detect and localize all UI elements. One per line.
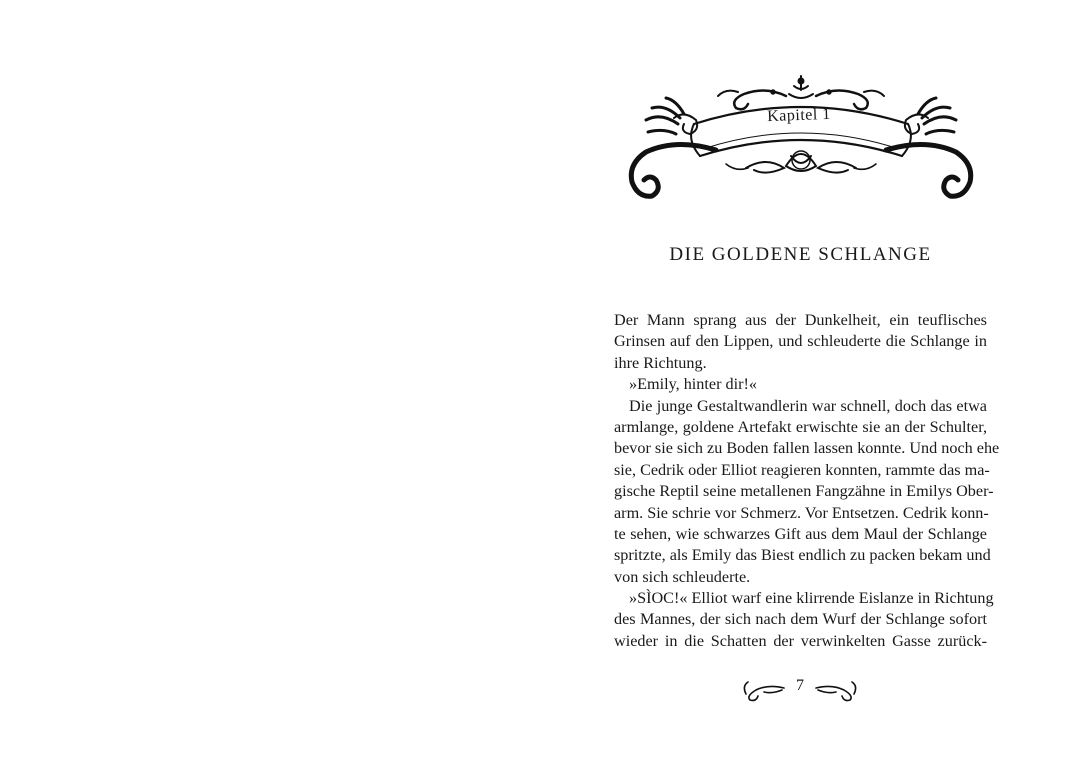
body-line: Der Mann sprang aus der Dunkelheit, ein teuflisches [614,311,987,329]
body-line: gische Reptil seine metallenen Fangzähne in Emilys Ober- [614,482,994,501]
body-line: sie, Cedrik oder Elliot reagieren konnten, rammte das ma- [614,460,990,479]
body-line: bevor sie sich zu Boden fallen lassen konnte. Und noch ehe [614,439,1000,458]
body-line: wieder in die Schatten der verwinkelten Gasse zurück- [614,631,987,650]
body-line: »SÌOC!« Elliot warf eine klirrende Eislanze in Richtung [629,589,994,608]
chapter-banner-ornament [626,72,976,207]
body-line: armlange, goldene Artefakt erwischte sie an der Schulter, [614,417,987,436]
body-text [614,310,1000,652]
body-line: des Mannes, der sich nach dem Wurf der Schlange sofort [614,610,987,629]
page-number-footer [738,674,862,704]
body-line: »Emily, hinter dir!« [629,375,757,394]
body-line: ihre Richtung. [614,353,707,372]
chapter-label: Kapitel 1 [766,105,832,126]
body-line: Die junge Gestaltwandlerin war schnell, doch das etwa [629,396,987,415]
body-line: arm. Sie schrie vor Schmerz. Vor Entsetzen. Cedrik konn- [614,503,989,522]
body-line: te sehen, wie schwarzes Gift aus dem Maul der Schlange [614,524,987,543]
chapter-title: DIE GOLDENE SCHLANGE [669,244,932,265]
page-number: 7 [796,677,804,694]
body-line: Grinsen auf den Lippen, und schleuderte die Schlange in [614,332,987,351]
body-line: spritzte, als Emily das Biest endlich zu packen bekam und [614,546,991,565]
body-line: von sich schleuderte. [614,567,751,586]
